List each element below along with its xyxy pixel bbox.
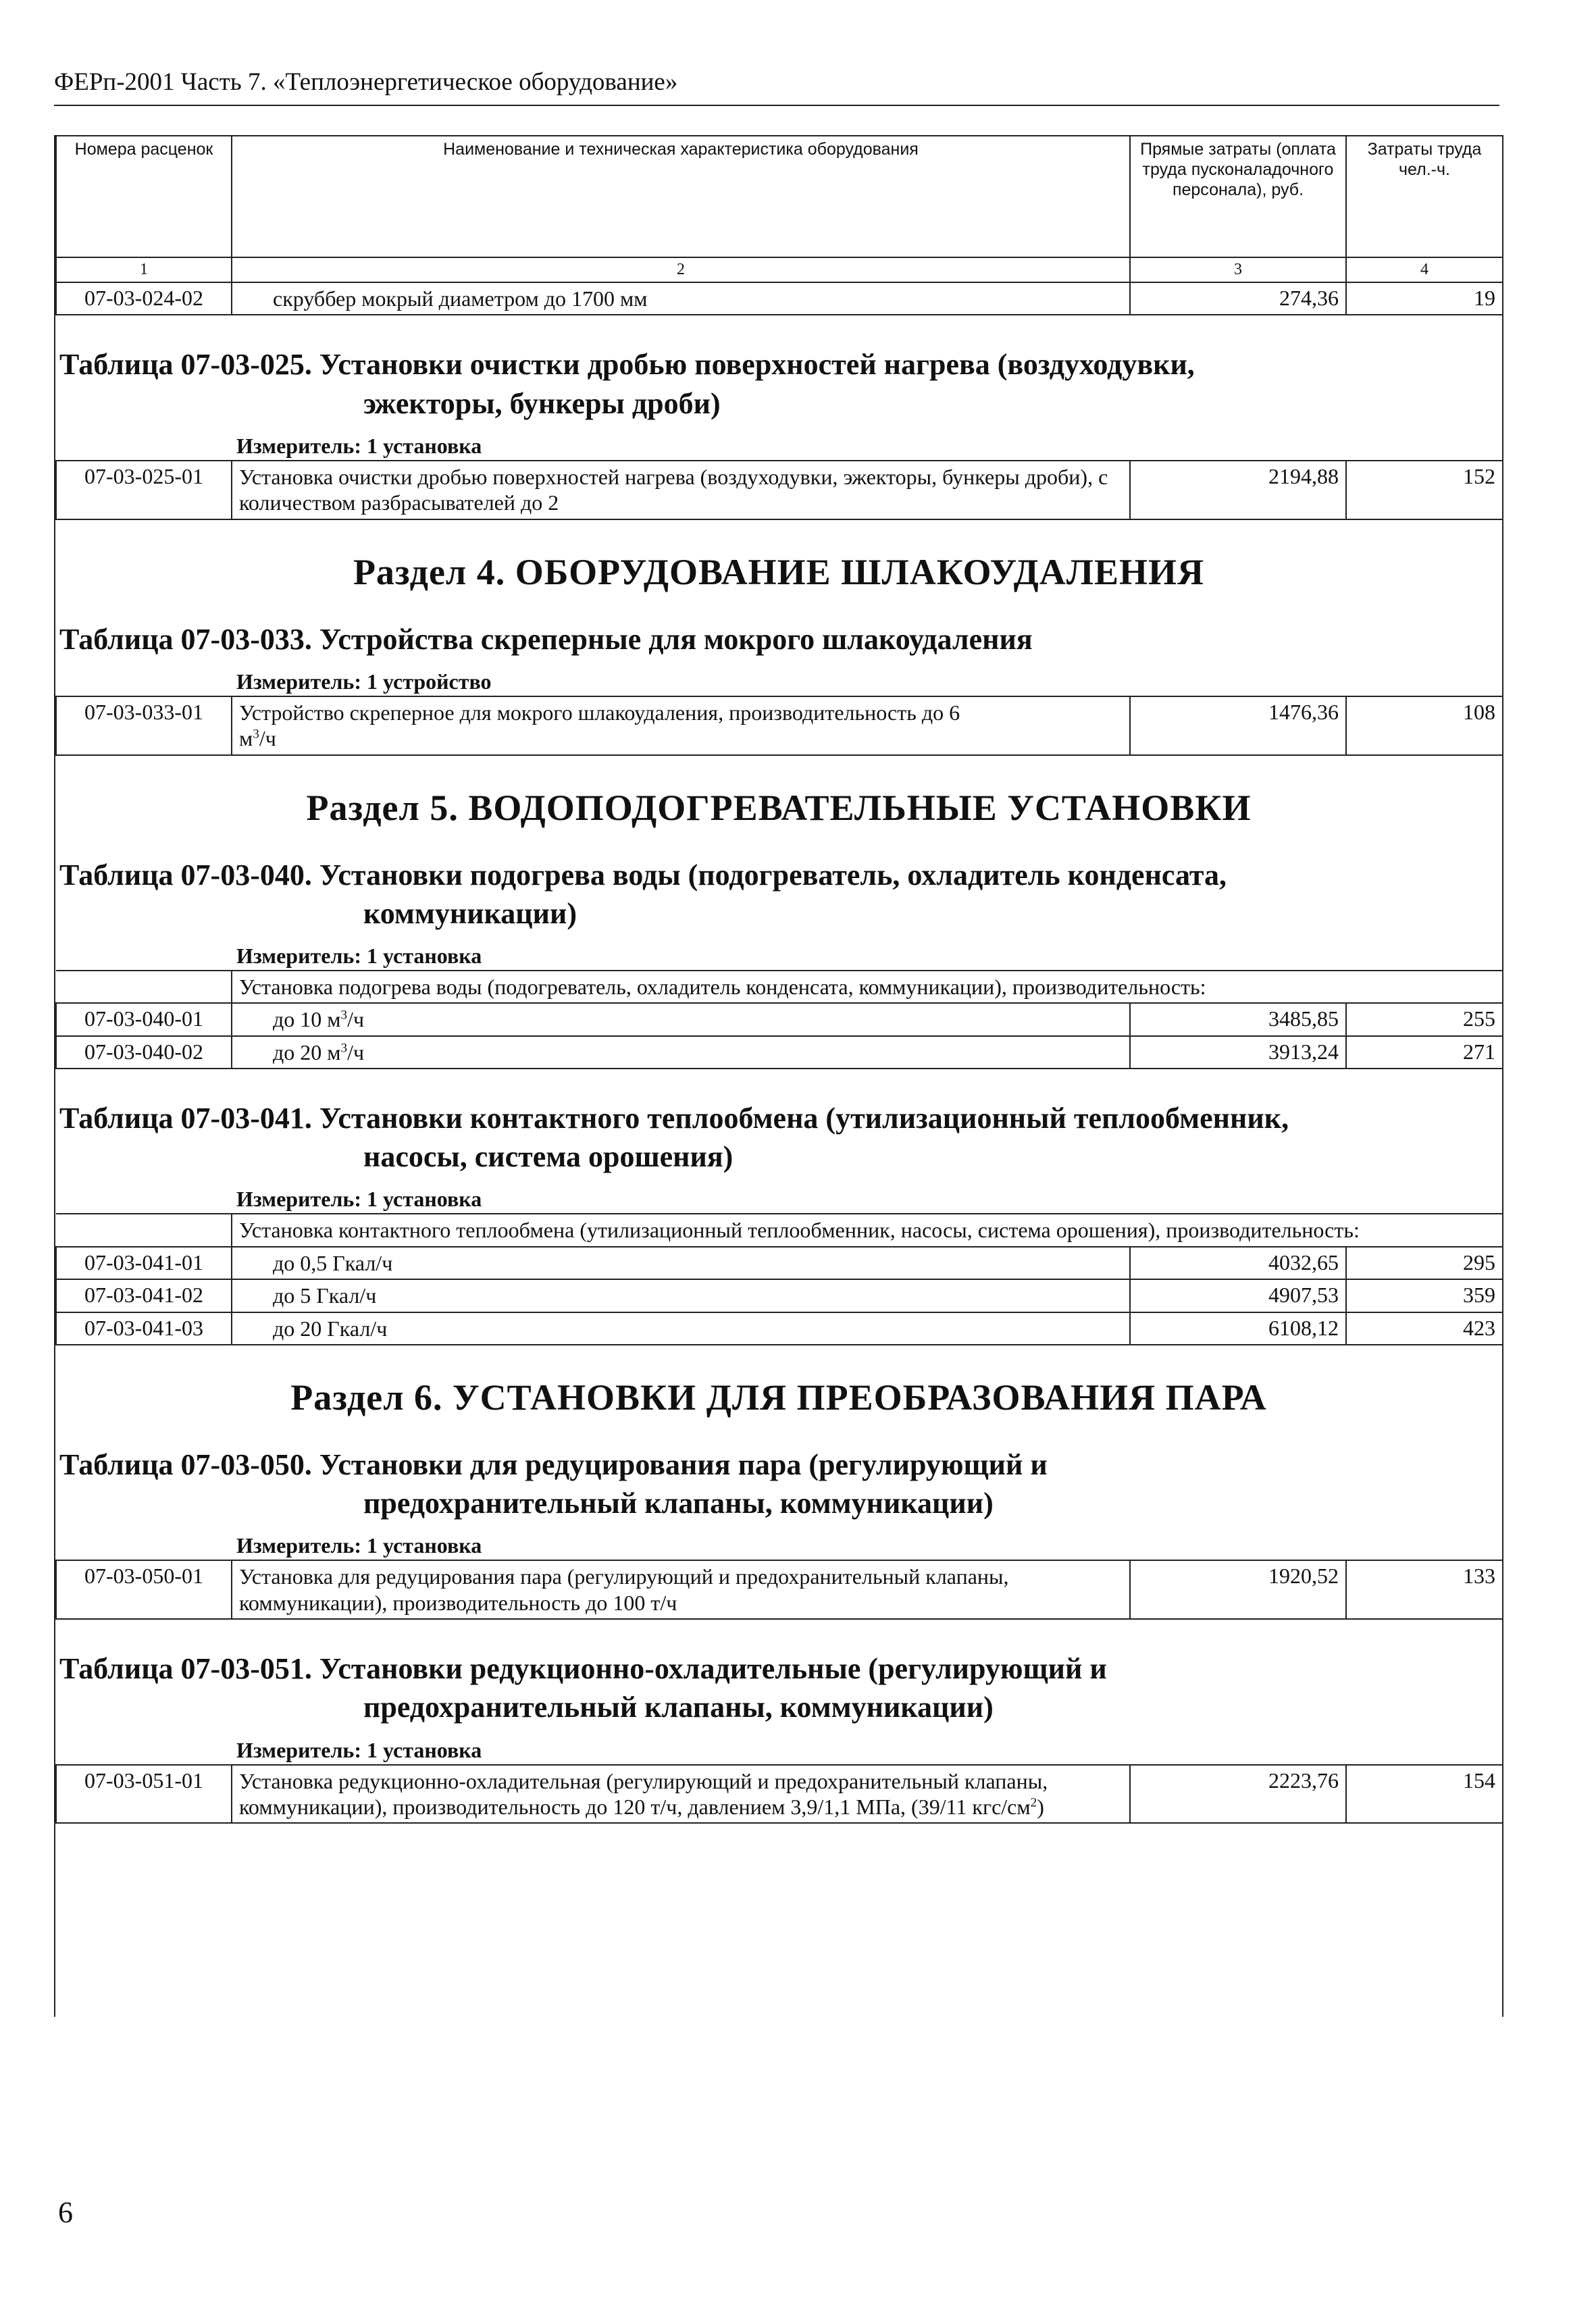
rates-table — [55, 696, 1503, 756]
table-row — [56, 1247, 1503, 1279]
rate-code: 07-03-041-02 — [56, 1279, 232, 1312]
rate-name: скруббер мокрый диаметром до 1700 мм — [232, 282, 1130, 315]
table-title-line: Таблица 07-03-051. Установки редукционно-охладительные (регулирующий и — [59, 1652, 1107, 1686]
table-row — [56, 282, 1503, 315]
table-title-line: Таблица 07-03-025. Установки очистки дробью поверхностей нагрева (воздуходувки, — [59, 348, 1195, 382]
rate-labor: 19 — [1346, 282, 1503, 315]
rate-name: до 5 Гкал/ч — [232, 1279, 1130, 1312]
rate-code: 07-03-040-01 — [56, 1003, 232, 1035]
rate-code: 07-03-033-01 — [56, 696, 232, 755]
column-number: 1 — [56, 257, 232, 282]
rate-cost: 3913,24 — [1130, 1036, 1346, 1069]
section-title: Раздел 5. ВОДОПОДОГРЕВАТЕЛЬНЫЕ УСТАНОВКИ — [306, 787, 1252, 828]
table-title-line: Таблица 07-03-050. Установки для редуцирования пара (регулирующий и — [59, 1448, 1048, 1481]
table-row — [56, 1560, 1503, 1619]
column-number: 3 — [1130, 257, 1346, 282]
table-title — [55, 1439, 1502, 1522]
group-description: Установка контактного теплообмена (утилизационный теплообменник, насосы, система орошения), производительность: — [232, 1214, 1503, 1246]
group-row — [56, 1214, 1503, 1246]
measure-unit: Измеритель: 1 устройство — [236, 669, 492, 694]
table-title-line: коммуникации) — [363, 896, 577, 930]
rates-table — [55, 460, 1503, 520]
rate-name — [232, 1003, 1130, 1035]
unit-text: ) — [1037, 1794, 1044, 1819]
rate-cost: 4032,65 — [1130, 1247, 1346, 1279]
rate-cost: 274,36 — [1130, 282, 1346, 315]
unit-text: м — [239, 726, 253, 751]
rates-table — [55, 1560, 1503, 1620]
page-number: 6 — [58, 2196, 73, 2229]
table-title-line: Таблица 07-03-040. Установки подогрева воды (подогреватель, охладитель конденсата, — [59, 858, 1227, 892]
measure-unit: Измеритель: 1 установка — [236, 433, 482, 458]
table-title-line: Таблица 07-03-041. Установки контактного теплообмена (утилизационный теплообменник, — [59, 1102, 1289, 1135]
rate-labor: 359 — [1346, 1279, 1503, 1312]
rate-cost: 3485,85 — [1130, 1003, 1346, 1035]
table-title-line: эжекторы, бункеры дроби) — [363, 386, 721, 420]
rate-code: 07-03-040-02 — [56, 1036, 232, 1069]
measure-unit: Измеритель: 1 установка — [236, 1737, 482, 1762]
table-row — [56, 1279, 1503, 1312]
column-header-name: Наименование и техническая характеристика оборудования — [232, 136, 1130, 257]
rate-labor: 271 — [1346, 1036, 1503, 1069]
column-header-labor: Затраты труда чел.-ч. — [1346, 136, 1503, 257]
table-title — [55, 613, 1502, 659]
rate-labor: 133 — [1346, 1560, 1503, 1619]
rate-name-text: до 20 м — [273, 1039, 341, 1064]
unit-text: /ч — [347, 1007, 365, 1032]
rate-labor: 154 — [1346, 1765, 1503, 1824]
table-title — [55, 315, 1502, 422]
rate-name: Установка очистки дробью поверхностей нагрева (воздуходувки, эжекторы, бункеры дроби), с количеством разбрасывателей до 2 — [232, 461, 1130, 519]
rate-code: 07-03-041-03 — [56, 1312, 232, 1345]
unit-superscript: 2 — [1030, 1795, 1037, 1810]
unit-text: /ч — [347, 1039, 365, 1064]
rate-name: Установка для редуцирования пара (регулирующий и предохранительный клапаны, коммуникации), производительность до 100 т/ч — [232, 1560, 1130, 1619]
rate-name: до 20 Гкал/ч — [232, 1312, 1130, 1345]
table-title — [55, 1620, 1502, 1726]
rates-table — [55, 1213, 1503, 1345]
rate-name-text: Установка редукционно-охладительная (регулирующий и предохранительный клапаны, коммуникации), производительность до 120 т/ч, давлением 3,9/1,1 МПа, (39/11 кгс/см — [239, 1768, 1048, 1819]
rate-code: 07-03-041-01 — [56, 1247, 232, 1279]
rate-code: 07-03-025-01 — [56, 461, 232, 519]
section-title: Раздел 4. ОБОРУДОВАНИЕ ШЛАКОУДАЛЕНИЯ — [353, 551, 1205, 592]
rate-labor: 152 — [1346, 461, 1503, 519]
table-row — [56, 1036, 1503, 1069]
rate-code: 07-03-024-02 — [56, 282, 232, 315]
rate-cost: 1476,36 — [1130, 696, 1346, 755]
column-header-table — [55, 135, 1503, 315]
table-row — [56, 1312, 1503, 1345]
table-title-line: предохранительный клапаны, коммуникации) — [363, 1487, 994, 1520]
rate-name: до 0,5 Гкал/ч — [232, 1247, 1130, 1279]
unit-superscript: 3 — [340, 1041, 348, 1056]
rate-cost: 1920,52 — [1130, 1560, 1346, 1619]
rate-name-text: Устройство скреперное для мокрого шлакоудаления, производительность до 6 — [239, 700, 960, 725]
rate-code: 07-03-050-01 — [56, 1560, 232, 1619]
rate-cost: 2194,88 — [1130, 461, 1346, 519]
table-row — [56, 1765, 1503, 1824]
rate-code: 07-03-051-01 — [56, 1765, 232, 1824]
column-header-cost: Прямые затраты (оплата труда пусконаладочного персонала), руб. — [1130, 136, 1346, 257]
table-row — [56, 461, 1503, 519]
page-header: ФЕРп-2001 Часть 7. «Теплоэнергетическое оборудование» — [54, 68, 1499, 106]
rate-labor: 423 — [1346, 1312, 1503, 1345]
column-header-code: Номера расценок — [56, 136, 232, 257]
measure-unit: Измеритель: 1 установка — [236, 1533, 482, 1558]
table-title — [55, 1069, 1502, 1176]
rate-cost: 6108,12 — [1130, 1312, 1346, 1345]
rate-cost: 4907,53 — [1130, 1279, 1346, 1312]
table-title — [55, 849, 1502, 933]
rates-table — [55, 970, 1503, 1069]
table-title-line: предохранительный клапаны, коммуникации) — [363, 1691, 994, 1724]
measure-unit: Измеритель: 1 установка — [236, 943, 482, 968]
rate-cost: 2223,76 — [1130, 1765, 1346, 1824]
unit-superscript: 3 — [253, 727, 259, 742]
rate-name-text: до 10 м — [273, 1007, 341, 1032]
rate-name — [232, 696, 1130, 755]
unit-text: /ч — [259, 726, 276, 751]
table-row — [56, 696, 1503, 755]
group-row — [56, 971, 1503, 1003]
table-title-line: Таблица 07-03-033. Устройства скреперные для мокрого шлакоудаления — [59, 622, 1033, 656]
unit-superscript: 3 — [340, 1008, 348, 1023]
column-number: 4 — [1346, 257, 1503, 282]
rate-labor: 295 — [1346, 1247, 1503, 1279]
table-row — [56, 1003, 1503, 1035]
measure-unit: Измеритель: 1 установка — [236, 1187, 482, 1212]
rate-name — [232, 1036, 1130, 1069]
rates-table — [55, 1764, 1503, 1824]
section-title: Раздел 6. УСТАНОВКИ ДЛЯ ПРЕОБРАЗОВАНИЯ ПАРА — [290, 1377, 1267, 1418]
column-number: 2 — [232, 257, 1130, 282]
rate-labor: 255 — [1346, 1003, 1503, 1035]
content-frame — [54, 135, 1503, 2017]
group-description: Установка подогрева воды (подогреватель, охладитель конденсата, коммуникации), производительность: — [232, 971, 1503, 1003]
rate-labor: 108 — [1346, 696, 1503, 755]
table-title-line: насосы, система орошения) — [363, 1140, 733, 1174]
rate-name — [232, 1765, 1130, 1824]
